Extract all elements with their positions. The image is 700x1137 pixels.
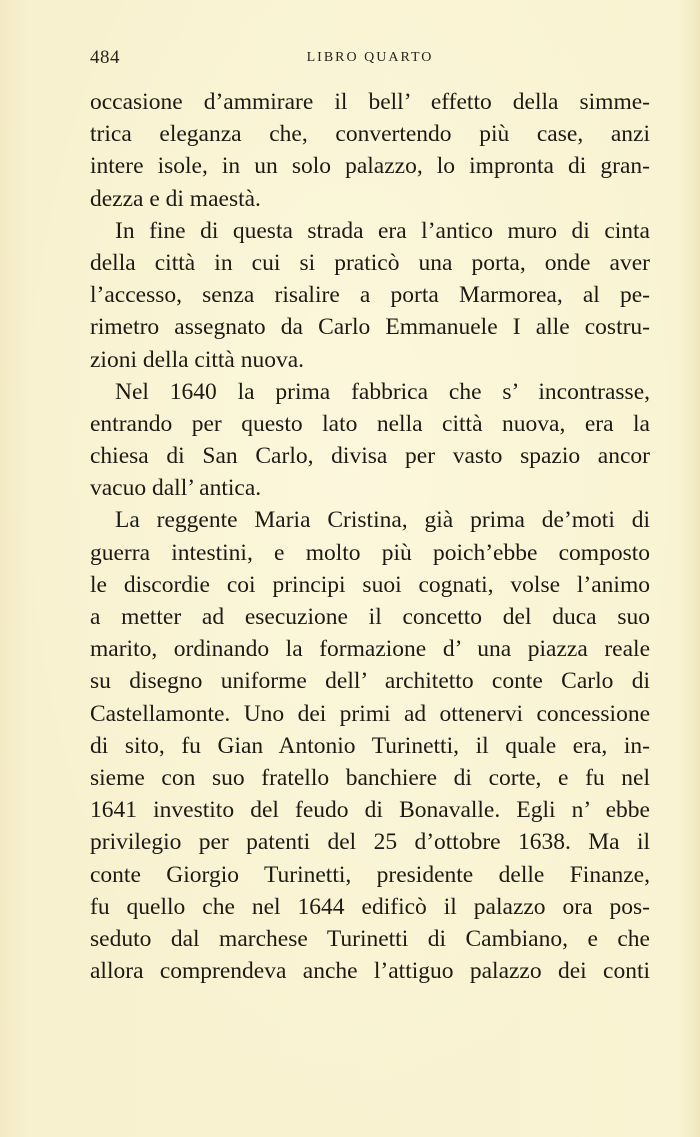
text-line: marito, ordinando la formazione d’ una piazza reale — [90, 636, 650, 663]
page-header — [90, 47, 650, 73]
text-line: guerra intestini, e molto più poich’ebbe composto — [90, 539, 650, 566]
text-line: a metter ad esecuzione il concetto del duca suo — [90, 604, 650, 630]
text-line: entrando per questo lato nella città nuova, era la — [90, 410, 650, 437]
text-line: trica eleganza che, convertendo più case, anzi — [90, 121, 650, 148]
text-line: Nel 1640 la prima fabbrica che s’ incontrasse, — [115, 378, 650, 405]
text-line: 1641 investito del feudo di Bonavalle. Egli n’ ebbe — [90, 797, 650, 824]
text-line: sieme con suo fratello banchiere di corte, e fu nel — [90, 764, 650, 791]
text-line: fu quello che nel 1644 edificò il palazzo ora pos- — [90, 893, 650, 920]
text-line: chiesa di San Carlo, divisa per vasto spazio ancor — [90, 443, 650, 470]
text-line: In fine di questa strada era l’antico muro di cinta — [115, 217, 650, 244]
text-line: occasione d’ammirare il bell’ effetto della simme- — [90, 89, 650, 115]
text-line: La reggente Maria Cristina, già prima de’moti di — [115, 507, 650, 534]
text-line: su disegno uniforme dell’ architetto conte Carlo di — [90, 668, 650, 695]
text-line: vacuo dall’ antica. — [90, 475, 262, 502]
body-text — [90, 86, 650, 987]
text-line: le discordie coi principi suoi cognati, volse l’animo — [90, 571, 650, 598]
text-line: dezza e di maestà. — [90, 185, 261, 212]
text-line: seduto dal marchese Turinetti di Cambiano, e che — [90, 925, 650, 952]
page-number: 484 — [90, 47, 120, 68]
text-line: intere isole, in un solo palazzo, lo impronta di gran- — [90, 153, 650, 180]
running-head: LIBRO QUARTO — [306, 50, 434, 65]
text-line: conte Giorgio Turinetti, presidente delle Finanze, — [90, 861, 650, 888]
text-line: privilegio per patenti del 25 d’ottobre 1638. Ma il — [90, 829, 650, 856]
text-line: Castellamonte. Uno dei primi ad ottenervi concessione — [90, 700, 650, 727]
text-line: della città in cui si praticò una porta, onde aver — [90, 249, 650, 276]
text-line: l’accesso, senza risalire a porta Marmorea, al pe- — [90, 282, 650, 309]
text-line: allora comprendeva anche l’attiguo palazzo dei conti — [90, 958, 650, 985]
text-line: zioni della città nuova. — [90, 346, 305, 373]
text-line: di sito, fu Gian Antonio Turinetti, il quale era, in- — [90, 732, 650, 759]
text-line: rimetro assegnato da Carlo Emmanuele I alle costru- — [90, 314, 650, 341]
